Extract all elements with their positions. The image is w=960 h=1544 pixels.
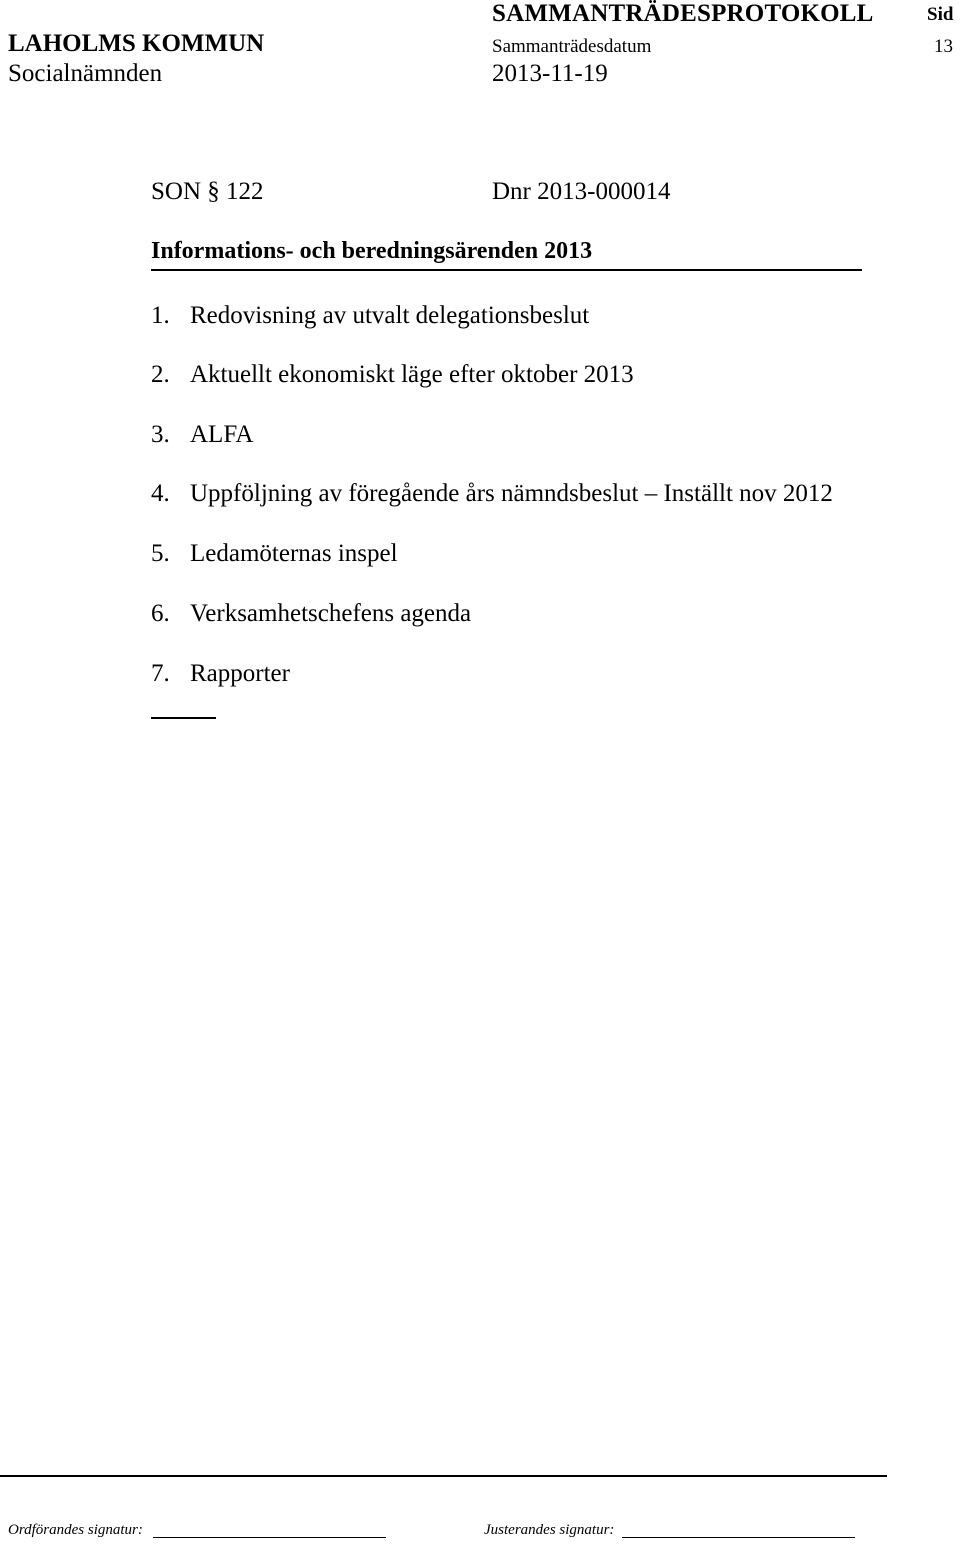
meeting-date: 2013-11-19 <box>492 60 608 87</box>
agenda-item-text: ALFA <box>190 421 254 448</box>
chair-signature-label: Ordförandes signatur: <box>8 1522 143 1538</box>
protocol-title: SAMMANTRÄDESPROTOKOLL <box>492 0 874 27</box>
agenda-item-text: Aktuellt ekonomiskt läge efter oktober 2013 <box>190 361 634 388</box>
adjuster-signature-line <box>622 1537 855 1538</box>
agenda-item <box>151 480 833 508</box>
agenda-item-text: Redovisning av utvalt delegationsbeslut <box>190 302 590 329</box>
agenda-item <box>151 600 471 628</box>
agenda-item-number: 7. <box>151 660 170 687</box>
page-number: 13 <box>934 36 953 57</box>
agenda-item <box>151 302 589 330</box>
agenda-item-number: 3. <box>151 421 170 448</box>
meeting-date-label: Sammanträdesdatum <box>492 36 652 57</box>
committee-name: Socialnämnden <box>8 60 163 87</box>
adjuster-signature-label: Justerandes signatur: <box>484 1522 615 1538</box>
agenda-item-number: 1. <box>151 302 170 329</box>
agenda-item <box>151 660 290 688</box>
agenda-item <box>151 421 253 449</box>
agenda-item-number: 6. <box>151 600 170 627</box>
title-divider <box>151 269 862 271</box>
agenda-item-number: 2. <box>151 361 170 388</box>
agenda-item <box>151 540 398 568</box>
agenda-item-text: Rapporter <box>190 660 290 687</box>
organization-name: LAHOLMS KOMMUN <box>8 30 265 57</box>
chair-signature-line <box>153 1537 386 1538</box>
footer-divider <box>0 1475 887 1477</box>
agenda-item-text: Ledamöternas inspel <box>190 540 398 567</box>
agenda-item-text: Verksamhetschefens agenda <box>190 600 472 627</box>
page-number-label: Sid <box>927 4 954 25</box>
agenda-item-number: 4. <box>151 480 170 507</box>
agenda-item-number: 5. <box>151 540 170 567</box>
case-reference: SON § 122 <box>151 178 264 205</box>
agenda-item-text: Uppföljning av föregående års nämndsbeslut – Inställt nov 2012 <box>190 480 833 507</box>
agenda-item <box>151 361 634 389</box>
case-dnr: Dnr 2013-000014 <box>492 178 671 205</box>
case-title: Informations- och beredningsärenden 2013 <box>151 238 593 264</box>
section-end-divider <box>151 717 216 719</box>
